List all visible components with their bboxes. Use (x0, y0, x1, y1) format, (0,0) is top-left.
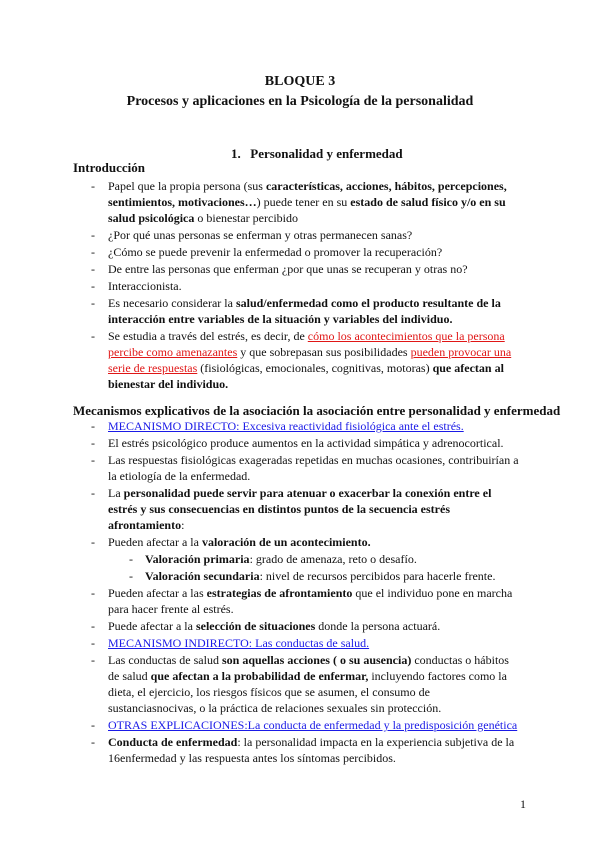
intro-list (0, 178, 520, 393)
red-underlined-text: cómo los acontecimientos que la persona percibe como amenazantes (108, 329, 505, 359)
list-item (0, 717, 520, 733)
indirect-mechanism-link[interactable]: MECANISMO INDIRECTO: Las conductas de salud. (108, 636, 370, 650)
list-item: - De entre las personas que enferman ¿por que unas se recuperan y otras no? (0, 261, 520, 277)
block-title: BLOQUE 3 (264, 74, 336, 89)
direct-mechanism-link[interactable]: MECANISMO DIRECTO: Excesiva reactividad fisiológica ante el estrés. (108, 419, 464, 433)
mechanisms-heading: Mecanismos explicativos de la asociación la asociación entre personalidad y enfermedad (73, 403, 561, 418)
list-item: - Es necesario considerar la salud/enfermedad como el producto resultante de la interacción entre variables de la situación y variables del individuo. (0, 295, 520, 327)
page-number: 1 (520, 797, 526, 811)
list-item: - Papel que la propia persona (sus características, acciones, hábitos, percepciones, sentimientos, motivaciones…) puede tener en su estado de salud físico y/o en su salud psicológica o bienestar percibido (0, 178, 520, 226)
list-item: - Interaccionista. (0, 278, 520, 294)
list-item: - Conducta de enfermedad: la personalidad impacta en la experiencia subjetiva de la 16enfermedad y las respuesta antes los síntomas percibidos. (0, 734, 520, 766)
list-item: - Las conductas de salud son aquellas acciones ( o su ausencia) conductas o hábitos de salud que afectan a la probabilidad de enfermar, incluyendo factores como la dieta, el ejercicio, los riesgos físicos que se asumen, el consumo de sustanciasnocivas, o la práctica de relaciones sexuales sin protección. (0, 652, 520, 716)
list-item (0, 635, 520, 651)
list-item: - Las respuestas fisiológicas exageradas repetidas en muchas ocasiones, contribuirían a la etiología de la enfermedad. (0, 452, 520, 484)
intro-heading: Introducción (73, 160, 145, 175)
sub-list-item: - Valoración secundaria: nivel de recursos percibidos para hacerle frente. (0, 568, 520, 584)
list-item: - ¿Por qué unas personas se enferman y otras permanecen sanas? (0, 227, 520, 243)
section-number: 1. (231, 146, 241, 161)
list-item: - Pueden afectar a la valoración de un acontecimiento. (0, 534, 520, 550)
other-explanations-link[interactable]: OTRAS EXPLICACIONES:La conducta de enfermedad y la predisposición genética (108, 718, 518, 732)
list-item: - Se estudia a través del estrés, es decir, de cómo los acontecimientos que la persona percibe como amenazantes y que sobrepasan sus posibilidades pueden provocar una serie de respuestas (fisiológicas, emocionales, cognitivas, motoras) que afectan al bienestar del individuo. (0, 328, 520, 392)
list-item: - ¿Cómo se puede prevenir la enfermedad o promover la recuperación? (0, 244, 520, 260)
list-item: - Pueden afectar a las estrategias de afrontamiento que el individuo pone en marcha para hacer frente al estrés. (0, 585, 520, 617)
sub-list-item: - Valoración primaria: grado de amenaza, reto o desafío. (0, 551, 520, 567)
list-item: - El estrés psicológico produce aumentos en la actividad simpática y adrenocortical. (0, 435, 520, 451)
section-heading (231, 146, 403, 162)
mechanisms-list (0, 418, 520, 767)
list-item (0, 418, 520, 434)
section-title: Personalidad y enfermedad (250, 146, 403, 161)
list-item: - Puede afectar a la selección de situaciones donde la persona actuará. (0, 618, 520, 634)
red-underlined-text: pueden provocar una serie de respuestas (108, 345, 512, 375)
block-subtitle: Procesos y aplicaciones en la Psicología de la personalidad (126, 94, 474, 109)
list-item: - La personalidad puede servir para atenuar o exacerbar la conexión entre el estrés y sus consecuencias en distintos puntos de la secuencia estrés afrontamiento: (0, 485, 520, 533)
